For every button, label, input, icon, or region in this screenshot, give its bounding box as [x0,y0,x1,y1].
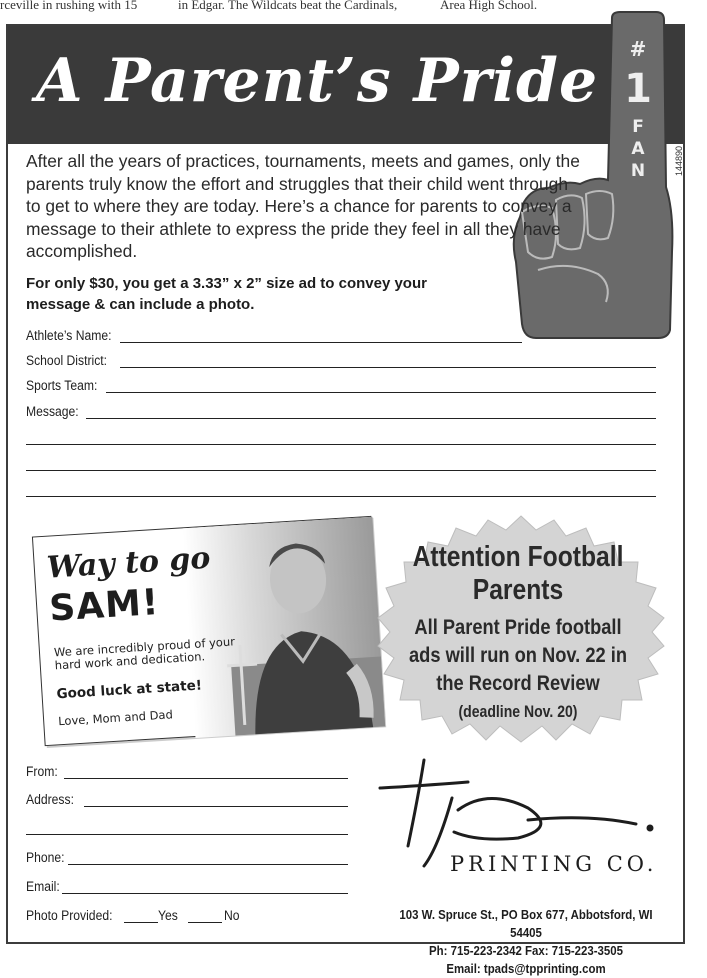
school-district-label: School District: [26,353,108,368]
top-strip-col2: in Edgar. The Wildcats beat the Cardinals, [178,0,398,12]
attention-heading: Attention Football Parents [412,541,624,606]
email-label: Email: [26,879,60,894]
school-district-line[interactable] [120,367,656,368]
sports-team-line[interactable] [106,392,656,393]
attention-body: All Parent Pride football ads will run on Nov. 22 in the Record Review [409,615,627,695]
sample-ad-card [32,516,384,746]
intro-paragraph: After all the years of practices, tournaments, meets and games, only the parents truly know the effort and struggles that their child went through to get to where they are today. Here’s a chance for parents to convey a message to their athlete to express the pride they feel in all they have accomplished. [26,151,580,262]
sample-ad-proud: We are incredibly proud of your hard work and dedication. [53,634,236,673]
sample-ad-love: Love, Mom and Dad [57,707,174,729]
page-title: A Parent’s Pride [36,46,599,116]
photo-no-label: No [224,908,240,923]
athlete-name-line[interactable] [120,342,522,343]
company-phone-fax: Ph: 715-223-2342 Fax: 715-223-3505 [429,943,623,958]
ad-code: 144890 [674,145,684,176]
photo-no-line[interactable] [188,922,222,923]
svg-text:#: # [629,37,647,61]
sample-ad-way-to-go: Way to go [45,540,212,586]
photo-yes-line[interactable] [124,922,158,923]
ad-frame [6,24,685,976]
attention-text [388,541,648,723]
address-line-1[interactable] [84,806,348,807]
company-name: PRINTING CO. [450,852,658,876]
from-label: From: [26,764,58,779]
top-strip-col3: Area High School. [440,0,538,12]
sports-team-label: Sports Team: [26,378,98,393]
company-contact [394,906,658,978]
company-email: Email: tpads@tpprinting.com [446,961,606,976]
svg-text:F: F [632,117,644,137]
message-line-1[interactable] [86,418,656,419]
message-line-3[interactable] [26,470,656,471]
message-line-4[interactable] [26,496,656,497]
photo-provided-label: Photo Provided: [26,908,113,923]
athlete-photo [183,517,385,738]
message-label: Message: [26,404,79,419]
athlete-name-label: Athlete’s Name: [26,328,112,343]
phone-label: Phone: [26,850,65,865]
email-line[interactable] [62,893,348,894]
sample-ad-luck: Good luck at state! [56,677,203,703]
svg-text:1: 1 [624,66,652,112]
sample-ad-name: SAM! [48,581,161,630]
svg-text:A: A [631,139,645,159]
offer-text: For only $30, you get a 3.33” x 2” size ad to convey your message & can include a photo. [26,275,427,313]
address-line-2[interactable] [26,834,348,835]
photo-yes-label: Yes [158,908,178,923]
svg-text:N: N [630,161,646,181]
company-address: 103 W. Spruce St., PO Box 677, Abbotsford, WI 54405 [399,907,653,940]
phone-line[interactable] [68,864,348,865]
message-line-2[interactable] [26,444,656,445]
address-label: Address: [26,792,74,807]
attention-deadline: (deadline Nov. 20) [458,703,578,721]
top-strip-col1: rceville in rushing with 15 [0,0,138,12]
from-line[interactable] [64,778,348,779]
